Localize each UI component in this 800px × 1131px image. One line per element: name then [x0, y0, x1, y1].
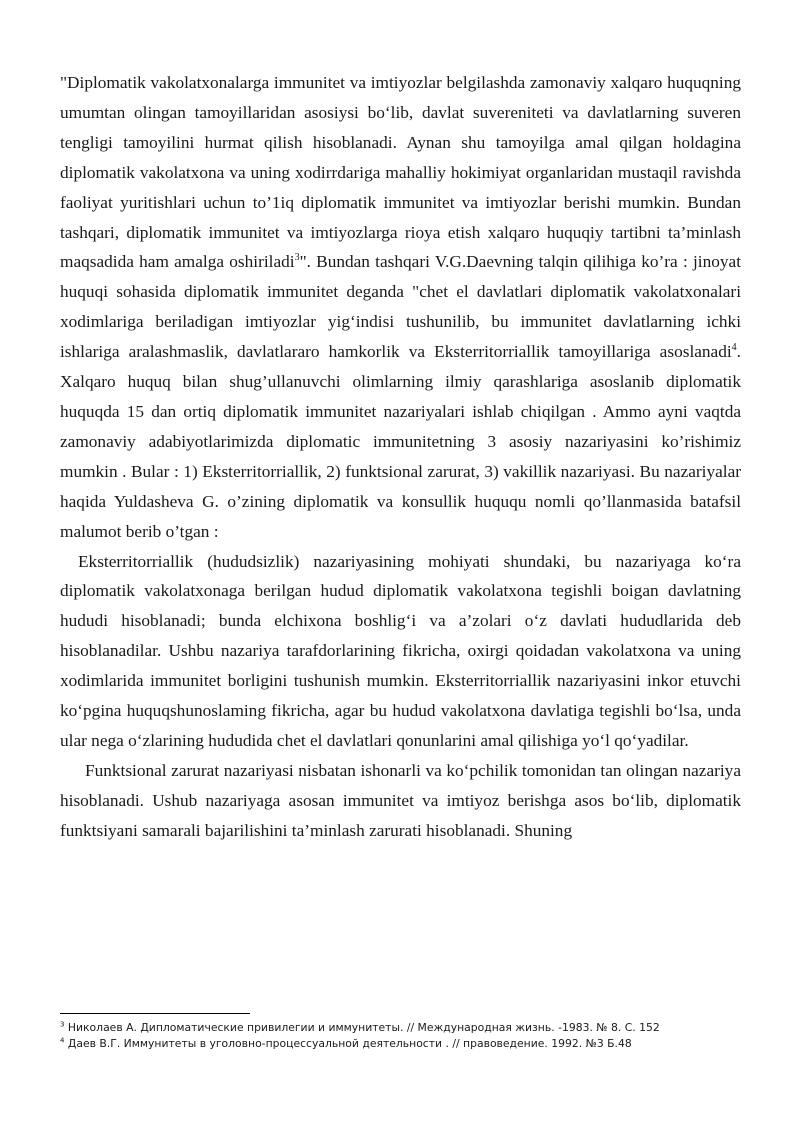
document-body [60, 68, 741, 846]
paragraph-1-text-a: "Diplomatik vakolatxonalarga immunitet va imtiyozlar belgilashda zamonaviy xalqaro huquqning umumtan olingan tamoyillaridan asosiysi bo‘lib, davlat suvereniteti va davlatlarning suveren tengligi tamoyilini hurmat qilish hisoblanadi. Aynan shu tamoyilga amal qilgan holdagina diplomatik vakolatxona va uning xodirrdariga mahalliy hokimiyat organlaridan mustaqil ravishda faoliyat yuritishlari uchun to’1iq diplomatik immunitet va imtiyozlar berishi mumkin. Bundan tashqari, diplomatik immunitet va imtiyozlarga rioya etish xalqaro huquqiy tartibni ta’minlash maqsadida ham amalga oshiriladi [60, 73, 741, 272]
footnote-mark-3: 3 [60, 1020, 65, 1029]
paragraph-1-text-b: ". Bundan tashqari V.G.Daevning talqin qilihiga ko’ra : jinoyat huquqi sohasida diplomatik immunitet deganda "chet el davlatlari diplomatik vakolatxonalari xodimlariga beriladigan imtiyozlar yig‘indisi tushunilib, bu immunitet davlatlarning ichki ishlariga aralashmaslik, davlatlararo hamkorlik va Eksterritorriallik tamoyillariga asoslanadi [60, 252, 741, 362]
paragraph-1-text-c: . Xalqaro huquq bilan shug’ullanuvchi olimlarning ilmiy qarashlariga asoslanib diplomatik huquqda 15 dan ortiq diplomatik immunitet nazariyalari ishlab chiqilgan . Ammo ayni vaqtda zamonaviy adabiyotlarimizda diplomatic immunitetning 3 asosiy nazariyasini ko’rishimiz mumkin . Bular : 1) Eksterritorriallik, 2) funktsional zarurat, 3) vakillik nazariyasi. Bu nazariyalar haqida Yuldasheva G. o’zining diplomatik va konsullik huququ nomli qo’llanmasida batafsil malumot berib o’tgan : [60, 342, 741, 541]
footnote-3-text: Николаев А. Дипломатические привилегии и иммунитеты. // Международная жизнь. -1983. № 8. С. 152 [64, 1021, 660, 1034]
footnote-mark-4: 4 [60, 1036, 65, 1045]
footnotes-section [60, 1013, 741, 1052]
paragraph-1 [60, 68, 741, 547]
paragraph-2: Eksterritorriallik (hududsizlik) nazariyasining mohiyati shundaki, bu nazariyaga ko‘ra diplomatik vakolatxonaga berilgan hudud diplomatik vakolatxona tegishli boigan davlatning hududi hisoblanadi; bunda elchixona boshlig‘i va a’zolari o‘z davlati hududlarida deb hisoblanadilar. Ushbu nazariya tarafdorlarining fikricha, oxirgi qoidadan vakolatxona va uning xodimlarida immunitet borligini tushunish mumkin. Eksterritorriallik nazariyasini inkor etuvchi ko‘pgina huquqshunoslaming fikricha, agar bu hudud vakolatxona davlatiga tegishli bo‘lsa, unda ular nega o‘zlarining hududida chet el davlatlari qonunlarini amal qilishiga yo‘l qo‘yadilar. [60, 551, 741, 750]
paragraph-3: Funktsional zarurat nazariyasi nisbatan ishonarli va ko‘pchilik tomonidan tan olingan nazariya hisoblanadi. Ushub nazariyaga asosan immunitet va imtiyoz berishga asos bo‘lib, diplomatik funktsiyani samarali bajarilishini ta’minlash zarurati hisoblanadi. Shuning [60, 760, 741, 840]
footnote-3 [60, 1020, 741, 1036]
footnote-ref-3[interactable]: 3 [294, 252, 300, 264]
footnote-4-text: Даев В.Г. Иммунитеты в уголовно-процессуальной деятельности . // правоведение. 1992. №3 Б.48 [64, 1037, 632, 1050]
footnote-ref-4[interactable]: 4 [731, 342, 737, 354]
footnote-separator [60, 1013, 250, 1014]
footnote-4 [60, 1036, 741, 1052]
